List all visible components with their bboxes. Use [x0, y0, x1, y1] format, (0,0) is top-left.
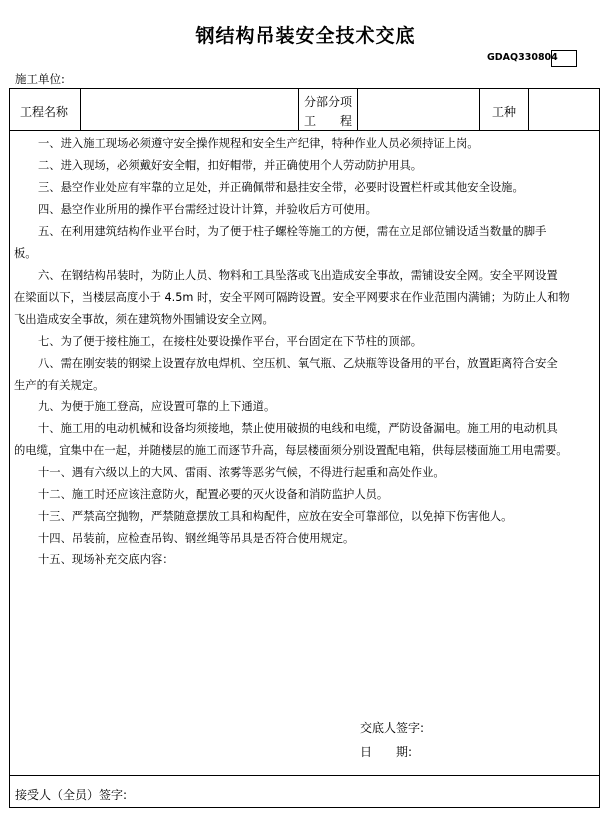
header-col-divider-4: [479, 88, 480, 131]
sub-project-label-line1: 分部分项: [304, 95, 353, 109]
construction-unit-label: 施工单位:: [15, 72, 65, 86]
sub-project-field[interactable]: [358, 89, 478, 130]
item-line: 一、进入施工现场必须遵守安全操作规程和安全生产纪律，特种作业人员必须持证上岗。: [38, 137, 479, 150]
header-col-divider-2: [298, 88, 299, 131]
item-line: 飞出造成安全事故，须在建筑物外围铺设安全立网。: [14, 313, 274, 326]
date-label: 日 期:: [360, 745, 413, 759]
trade-field[interactable]: [529, 89, 599, 130]
item-line: 六、在钢结构吊装时，为防止人员、物料和工具坠落或飞出造成安全事故，需铺设安全网。安全平网设置: [38, 269, 558, 282]
item-line: 三、悬空作业处应有牢靠的立足处，并正确佩带和悬挂安全带，必要时设置栏杆或其他安全设施。: [38, 181, 524, 194]
project-name-label: 工程名称: [20, 105, 69, 119]
item-line: 十、施工用的电动机械和设备均须接地，禁止使用破损的电线和电缆，严防设备漏电。施工用的电动机具: [38, 422, 558, 435]
item-line: 五、在利用建筑结构作业平台时，为了便于柱子螺栓等施工的方便，需在立足部位铺设适当数量的脚手: [38, 225, 547, 238]
item-line: 十一、遇有六级以上的大风、雷雨、浓雾等恶劣气候，不得进行起重和高处作业。: [38, 466, 445, 479]
item-line: 二、进入现场，必须戴好安全帽，扣好帽带，并正确使用个人劳动防护用具。: [38, 159, 423, 172]
receiver-signature-label: 接受人（全员）签字:: [15, 788, 128, 802]
item-line: 十二、施工时还应该注意防火，配置必要的灭火设备和消防监护人员。: [38, 488, 389, 501]
item-line: 八、需在刚安装的钢梁上设置存放电焊机、空压机、氧气瓶、乙炔瓶等设备用的平台，放置距离符合安全: [38, 357, 558, 370]
project-name-field[interactable]: [81, 89, 297, 130]
receiver-row-divider: [9, 775, 600, 776]
item-line: 的电缆，宜集中在一起，并随楼层的施工而逐节升高，每层楼面须分别设置配电箱，供每层楼面施工用电需要。: [14, 444, 568, 457]
item-line: 十四、吊装前，应检查吊钩、钢丝绳等吊具是否符合使用规定。: [38, 532, 355, 545]
sub-project-label-line2: 工 程: [304, 114, 353, 128]
document-code: GDAQ330804: [487, 52, 558, 63]
discloser-signature-label: 交底人签字:: [360, 721, 425, 735]
item-line: 在梁面以下，当楼层高度小于 4.5m 时，安全平网可隔跨设置。安全平网要求在作业范围内满铺；为防止人和物: [14, 291, 570, 304]
header-row-divider: [9, 130, 600, 131]
item-line: 生产的有关规定。: [14, 379, 105, 392]
item-line: 九、为便于施工登高，应设置可靠的上下通道。: [38, 400, 276, 413]
trade-label: 工种: [492, 105, 517, 119]
item-line: 板。: [14, 247, 37, 260]
document-title: 钢结构吊装安全技术交底: [195, 25, 416, 47]
item-line: 十五、现场补充交底内容：: [38, 553, 174, 566]
item-line: 七、为了便于接柱施工，在接柱处要设操作平台，平台固定在下节柱的顶部。: [38, 335, 423, 348]
item-line: 四、悬空作业所用的操作平台需经过设计计算，并验收后方可使用。: [38, 203, 377, 216]
item-line: 十三、严禁高空抛物，严禁随意摆放工具和构配件，应放在安全可靠部位，以免掉下伤害他人。: [38, 510, 513, 523]
code-box: [551, 50, 577, 67]
